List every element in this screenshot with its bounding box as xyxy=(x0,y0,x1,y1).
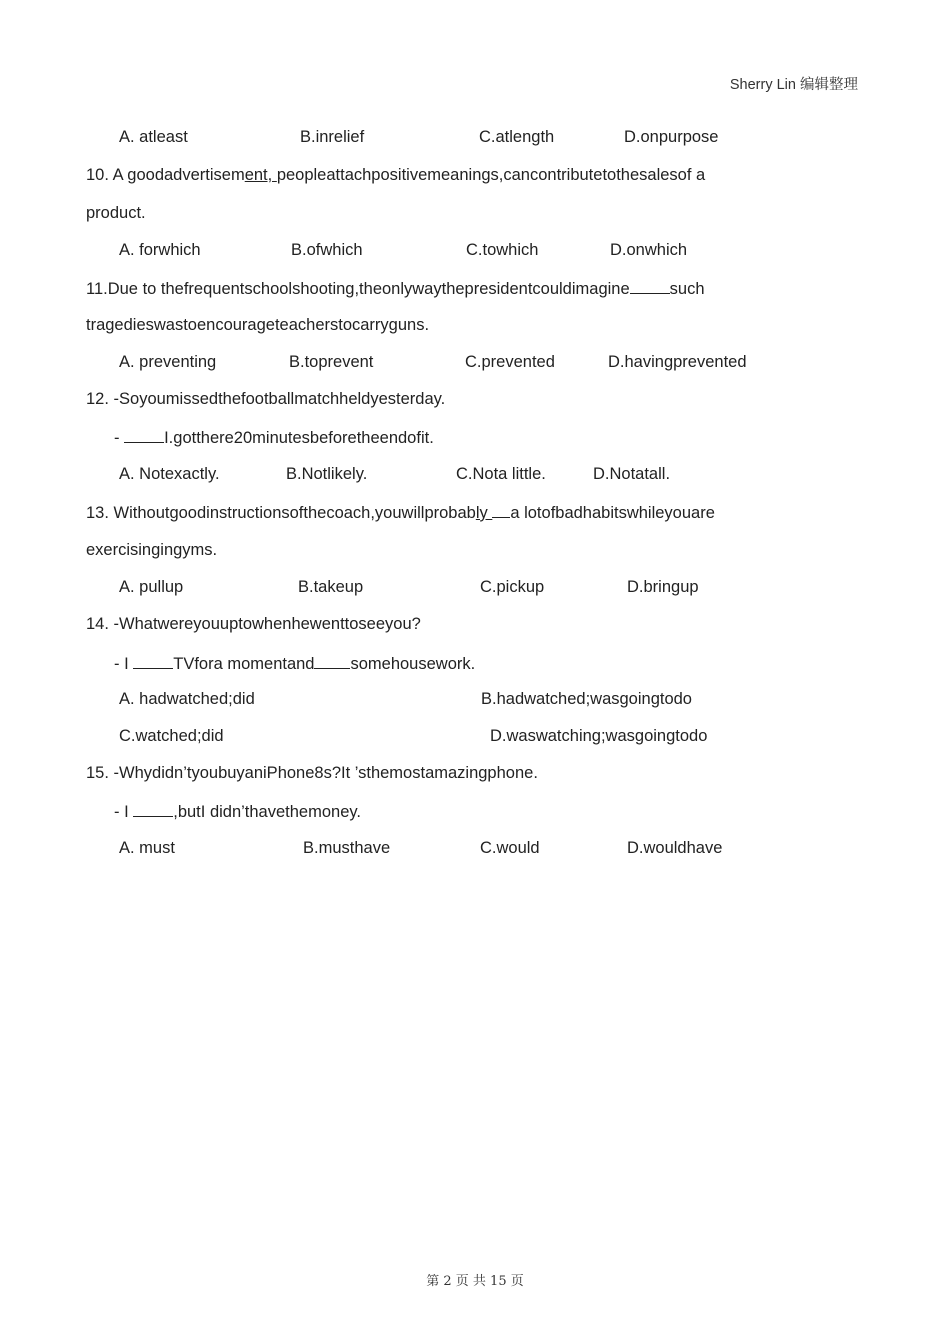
q15-option-c: C.would xyxy=(480,839,540,857)
q14-option-c: C.watched;did xyxy=(119,727,224,745)
q10-option-d: D.onwhich xyxy=(610,241,688,259)
q13-answer-blank xyxy=(492,502,510,518)
q14-text-a: - I xyxy=(114,655,134,673)
q13-text-a: 13. Withoutgoodinstructionsofthecoach,youwillprobab xyxy=(86,504,476,522)
q11-option-d: D.havingprevented xyxy=(608,353,747,371)
q11-option-c: C.prevented xyxy=(465,353,555,371)
q14-option-a: A. hadwatched;did xyxy=(119,690,255,708)
q11-text-a: 11.Due to thefrequentschoolshooting,theonlywaythepresidentcouldimagine xyxy=(86,280,630,298)
q12-text: I.gotthere20minutesbeforetheendofit. xyxy=(164,429,434,447)
q13-option-a: A. pullup xyxy=(119,578,184,596)
q14-stem: 14. -Whatwereyouuptowhenhewenttoseeyou? xyxy=(86,615,421,633)
q13-text-b: a lotofbadhabitswhileyouare xyxy=(510,504,715,522)
q15-answer-blank xyxy=(133,801,173,817)
q14-response xyxy=(114,653,475,674)
q15-option-b: B.musthave xyxy=(303,839,391,857)
q15-option-a: A. must xyxy=(119,839,175,857)
q9-option-c: C.atlength xyxy=(479,128,555,146)
q10-option-c: C.towhich xyxy=(466,241,539,259)
q14-answer-blank-2 xyxy=(314,653,350,669)
q11-answer-blank xyxy=(630,278,670,294)
q12-option-c: C.Nota little. xyxy=(456,465,546,483)
q14-option-d: D.waswatching;wasgoingtodo xyxy=(490,727,708,745)
q10-underlined: ent, xyxy=(244,166,277,184)
q12-stem: 12. -Soyoumissedthefootballmatchheldyesterday. xyxy=(86,390,446,408)
q11-option-b: B.toprevent xyxy=(289,353,374,371)
q13-underlined: ly xyxy=(475,504,493,522)
q10-stem-line2: product. xyxy=(86,204,146,222)
q14-text-c: somehousework. xyxy=(350,655,476,673)
q10-text-a: 10. A goodadvertisem xyxy=(86,166,245,184)
q12-option-a: A. Notexactly. xyxy=(119,465,220,483)
q9-option-d: D.onpurpose xyxy=(624,128,719,146)
q13-option-c: C.pickup xyxy=(480,578,545,596)
q11-stem-line2: tragedieswastoencourageteacherstocarryguns. xyxy=(86,316,430,334)
q12-option-b: B.Notlikely. xyxy=(286,465,368,483)
q14-text-b: TVfora momentand xyxy=(173,655,315,673)
q13-stem xyxy=(86,502,715,523)
q13-option-b: B.takeup xyxy=(298,578,364,596)
q15-response xyxy=(114,801,361,822)
q9-option-a: A. atleast xyxy=(119,128,188,146)
q12-dash: - xyxy=(114,429,125,447)
page-footer: 第 2 页 共 15 页 xyxy=(426,1274,524,1289)
q11-stem xyxy=(86,278,705,299)
q14-option-b: B.hadwatched;wasgoingtodo xyxy=(481,690,692,708)
q12-answer-blank xyxy=(124,427,164,443)
q11-option-a: A. preventing xyxy=(119,353,217,371)
q13-option-d: D.bringup xyxy=(627,578,699,596)
q10-stem xyxy=(86,166,705,185)
q15-option-d: D.wouldhave xyxy=(627,839,723,857)
page-header: Sherry Lin 编辑整理 xyxy=(729,77,858,93)
q14-answer-blank-1 xyxy=(133,653,173,669)
q12-option-d: D.Notatall. xyxy=(593,465,671,483)
q15-text-b: ,butI didn’thavethemoney. xyxy=(173,803,361,821)
q13-stem-line2: exercisingingyms. xyxy=(86,541,218,559)
q10-option-a: A. forwhich xyxy=(119,241,201,259)
q12-response xyxy=(114,427,434,448)
q15-stem: 15. -Whydidn’tyoubuyaniPhone8s?It ’sthemostamazingphone. xyxy=(86,764,538,782)
q15-text-a: - I xyxy=(114,803,134,821)
q9-option-b: B.inrelief xyxy=(300,128,365,146)
q10-option-b: B.ofwhich xyxy=(291,241,363,259)
q10-text-b: peopleattachpositivemeanings,cancontributetothesalesof a xyxy=(276,166,706,184)
q11-text-b: such xyxy=(669,280,705,298)
